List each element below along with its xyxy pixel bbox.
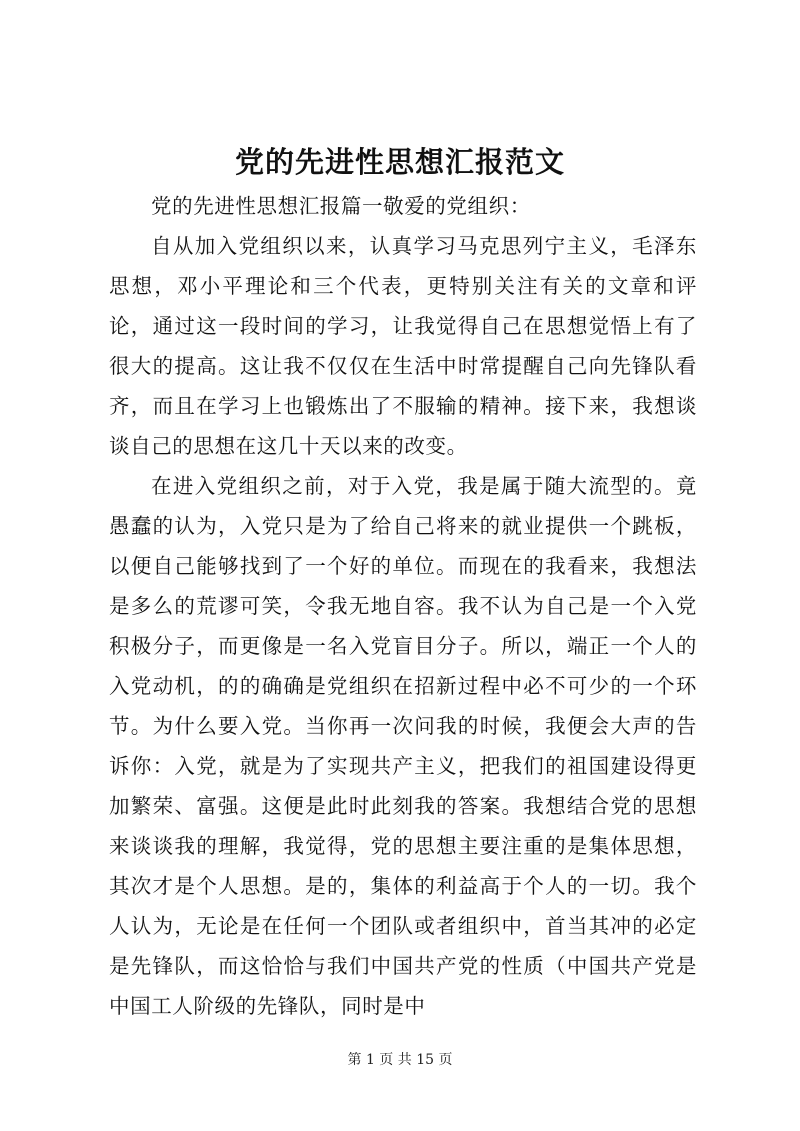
document-title: 党的先进性思想汇报范文 xyxy=(234,145,565,179)
paragraph-1: 自从加入党组织以来，认真学习马克思列宁主义，毛泽东思想，邓小平理论和三个代表，更特别关注有关的文章和评论，通过这一段时间的学习，让我觉得自己在思想觉悟上有了很大的提高。这让我不仅仅在生活中时常提醒自己向先锋队看齐，而且在学习上也锻炼出了不服输的精神。接下来，我想谈谈自己的思想在这几十天以来的改变。 xyxy=(109,234,697,458)
paragraph-2: 在进入党组织之前，对于入党，我是属于随大流型的。竟愚蠢的认为，入党只是为了给自己将来的就业提供一个跳板，以便自己能够找到了一个好的单位。而现在的我看来，我想法是多么的荒谬可笑，令我无地自容。我不认为自己是一个入党积极分子，而更像是一名入党盲目分子。所以，端正一个人的入党动机，的的确确是党组织在招新过程中必不可少的一个环节。为什么要入党。当你再一次问我的时候，我便会大声的告诉你：入党，就是为了实现共产主义，把我们的祖国建设得更加繁荣、富强。这便是此时此刻我的答案。我想结合党的思想来谈谈我的理解，我觉得，党的思想主要注重的是集体思想，其次才是个人思想。是的，集体的利益高于个人的一切。我个人认为，无论是在任何一个团队或者组织中，首当其冲的必定是先锋队，而这恰恰与我们中国共产党的性质（中国共产党是中国工人阶级的先锋队，同时是中 xyxy=(109,474,697,1018)
document-body xyxy=(109,186,697,1026)
paragraph-salutation: 党的先进性思想汇报篇一敬爱的党组织： xyxy=(151,194,531,218)
page-number-footer: 第 1 页 共 15 页 xyxy=(347,1052,453,1068)
